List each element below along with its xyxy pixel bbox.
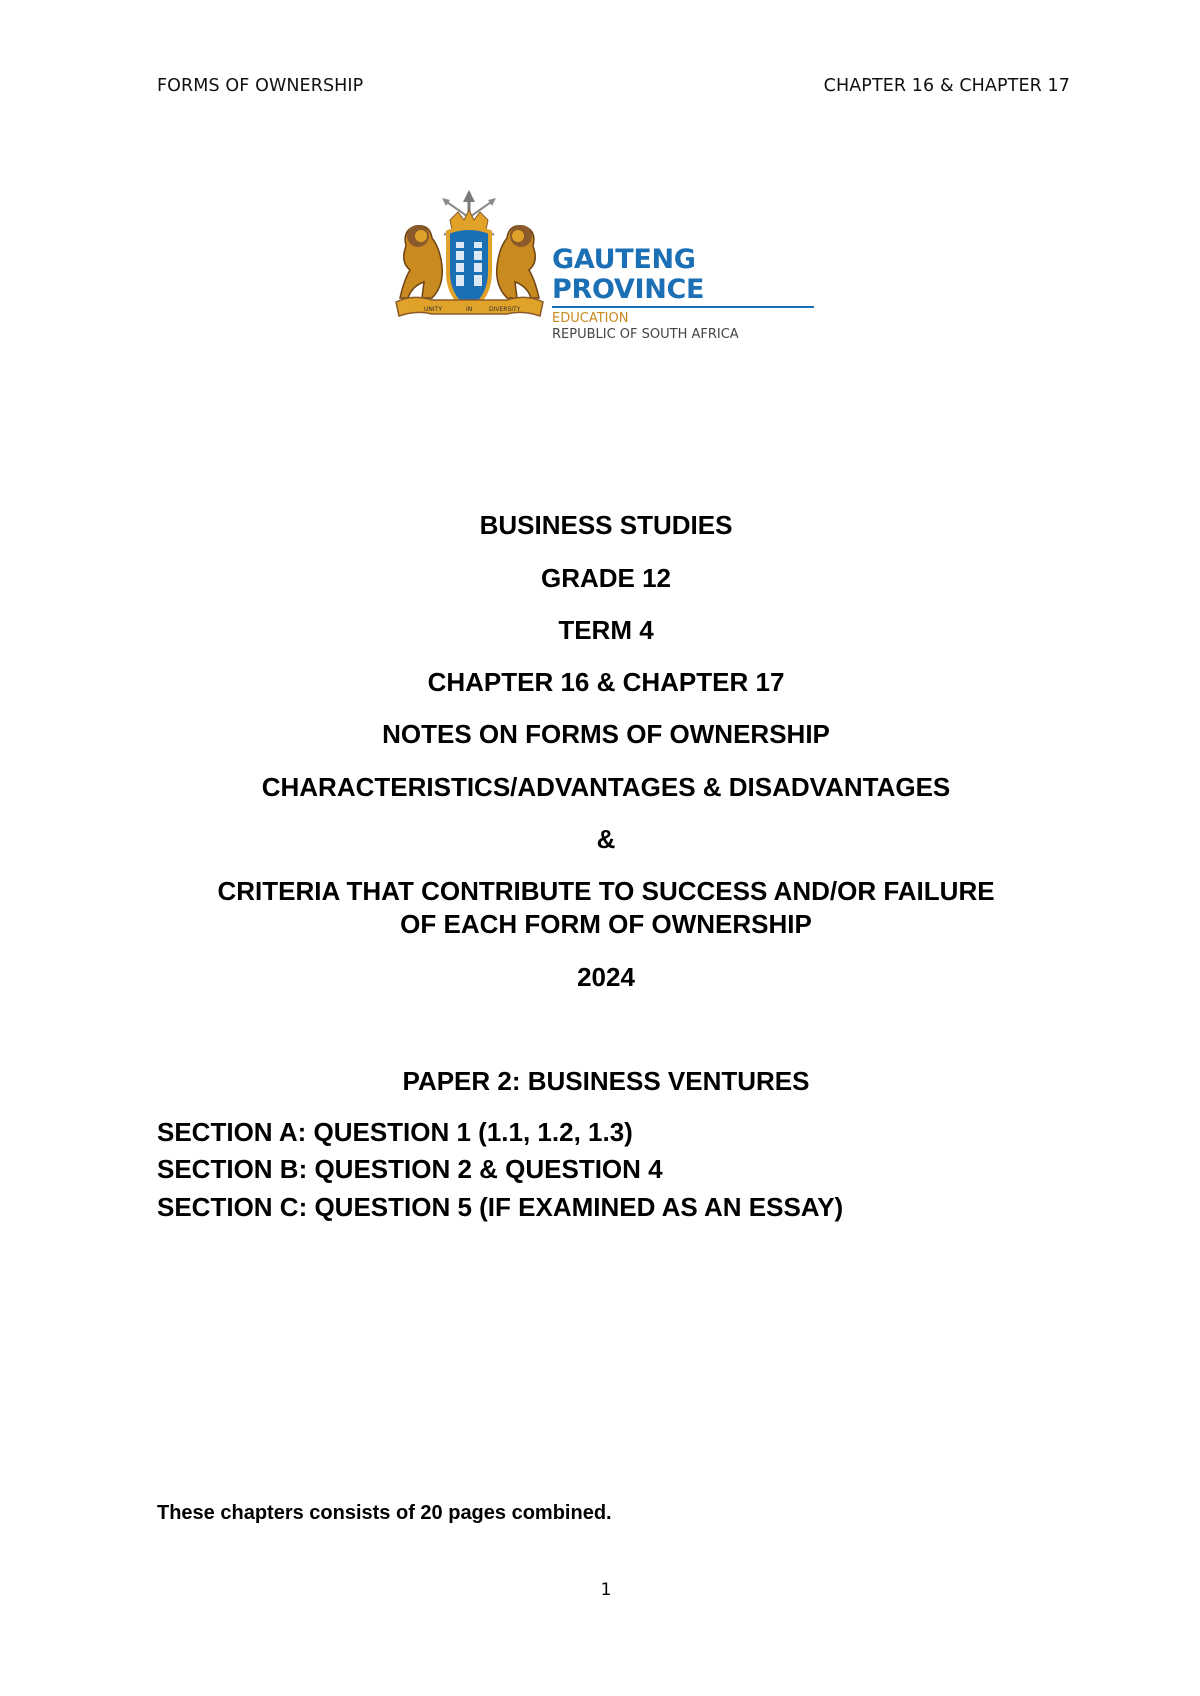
section-c-line: SECTION C: QUESTION 5 (IF EXAMINED AS AN ESSAY) <box>157 1192 844 1222</box>
motto-mid: IN <box>466 306 473 313</box>
logo-divider <box>552 306 814 308</box>
paper-heading: PAPER 2: BUSINESS VENTURES <box>402 1066 810 1096</box>
grade-title: GRADE 12 <box>540 563 672 593</box>
notes-title: NOTES ON FORMS OF OWNERSHIP <box>382 719 830 749</box>
subject-title: BUSINESS STUDIES <box>479 510 733 540</box>
page-count-note: These chapters consists of 20 pages combined. <box>157 1502 612 1524</box>
logo-title: GAUTENG PROVINCE <box>552 244 705 305</box>
criteria-title-line1: CRITERIA THAT CONTRIBUTE TO SUCCESS AND/OR FAILURE <box>217 876 995 906</box>
page-number: 1 <box>600 1580 612 1600</box>
logo-subtitle-education: EDUCATION <box>552 311 629 326</box>
ampersand-line: & <box>596 824 616 854</box>
motto-left: UNITY <box>424 306 442 313</box>
coat-of-arms-icon <box>392 190 547 325</box>
chapter-title: CHAPTER 16 & CHAPTER 17 <box>427 667 785 697</box>
running-header-left: FORMS OF OWNERSHIP <box>157 76 364 96</box>
section-a-line: SECTION A: QUESTION 1 (1.1, 1.2, 1.3) <box>157 1117 633 1147</box>
running-header-right: CHAPTER 16 & CHAPTER 17 <box>823 76 1070 96</box>
characteristics-title: CHARACTERISTICS/ADVANTAGES & DISADVANTAGES <box>261 772 951 802</box>
year-title: 2024 <box>577 962 635 992</box>
section-b-line: SECTION B: QUESTION 2 & QUESTION 4 <box>157 1154 663 1184</box>
logo-subtitle-country: REPUBLIC OF SOUTH AFRICA <box>552 327 739 342</box>
criteria-title-line2: OF EACH FORM OF OWNERSHIP <box>400 909 812 939</box>
logo-wordmark <box>552 245 842 344</box>
term-title: TERM 4 <box>558 615 654 645</box>
gauteng-logo <box>392 190 842 342</box>
motto-right: DIVERSITY <box>489 306 521 313</box>
